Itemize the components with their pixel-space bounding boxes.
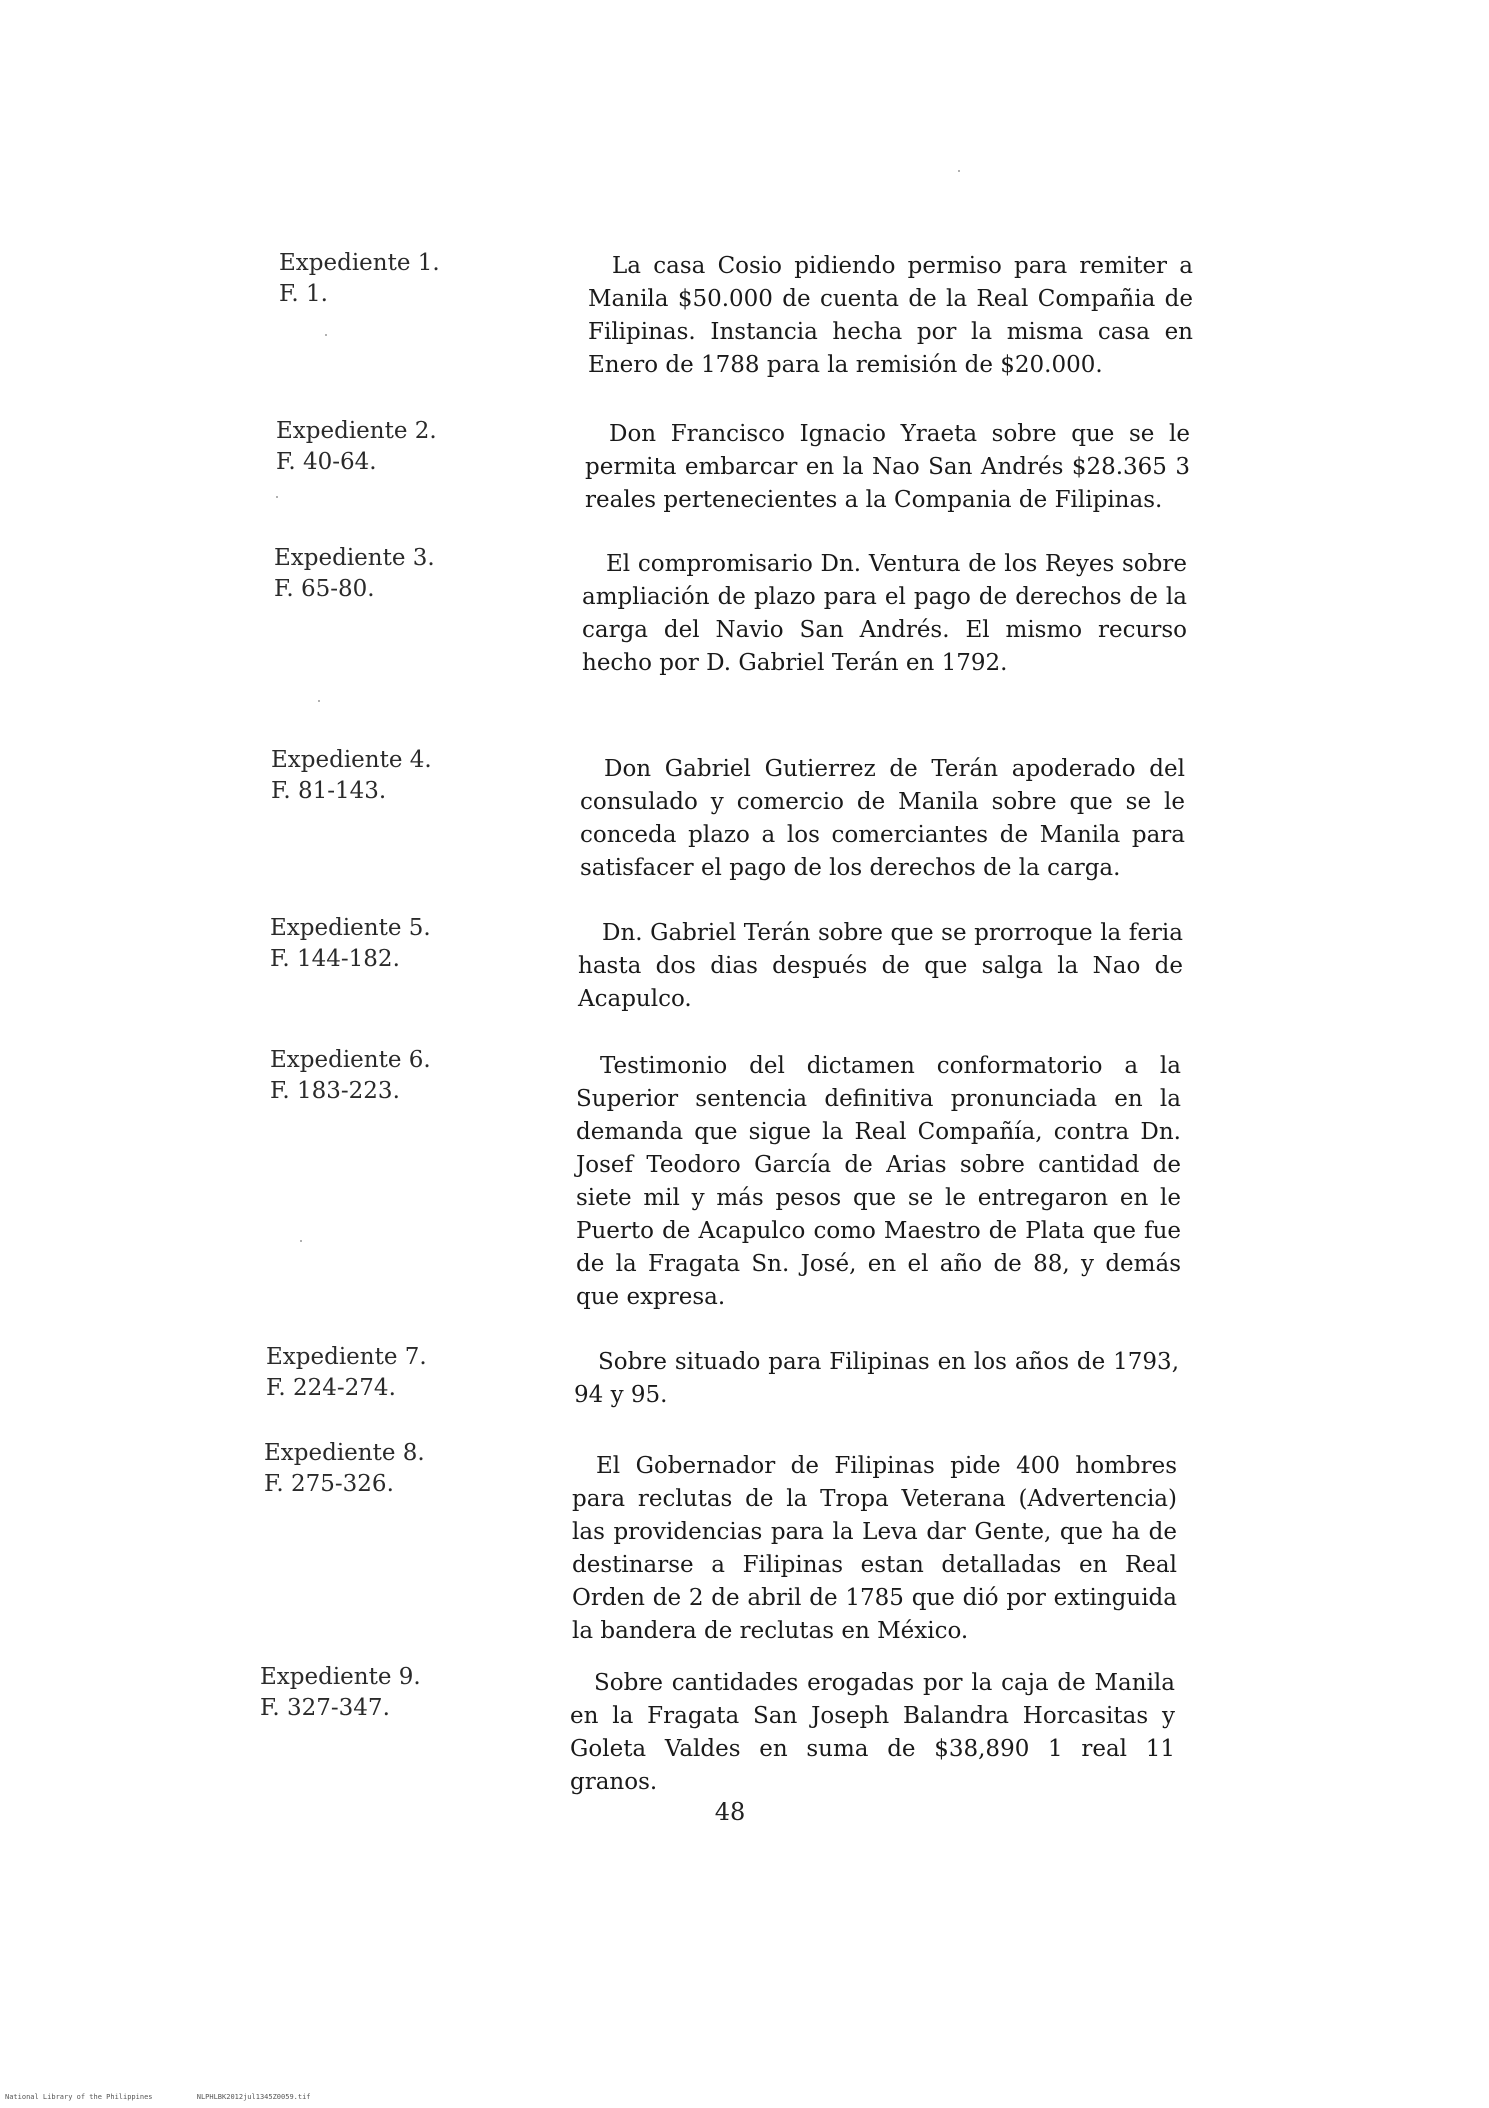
footer-library: National Library of the Philippines xyxy=(5,2093,153,2101)
folio-label: F. 327-347. xyxy=(260,1695,390,1721)
folio-label: F. 275-326. xyxy=(264,1471,394,1497)
folio-label: F. 65-80. xyxy=(274,576,375,602)
entry-description: El compromisario Dn. Ventura de los Reyes sobre ampliación de plazo para el pago de derechos de la carga del Navio San Andrés. El mismo recurso hecho por D. Gabriel Terán en 1792. xyxy=(582,551,1187,676)
entry-description: Sobre cantidades erogadas por la caja de Manila en la Fragata San Joseph Balandra Horcasitas y Goleta Valdes en suma de $38,890 1 real 11 granos. xyxy=(570,1670,1175,1795)
expediente-label: Expediente 5. xyxy=(270,915,431,941)
expediente-label: Expediente 8. xyxy=(264,1440,425,1466)
folio-label: F. 40-64. xyxy=(276,449,377,475)
expediente-reference xyxy=(274,543,435,605)
expediente-label: Expediente 6. xyxy=(270,1047,431,1073)
page-number: 48 xyxy=(714,1798,746,1826)
expediente-label: Expediente 2. xyxy=(276,418,437,444)
expediente-reference xyxy=(270,1045,431,1107)
entry-description: Don Francisco Ignacio Yraeta sobre que se le permita embarcar en la Nao San Andrés $28.365 3 reales pertenecientes a la Compania de Filipinas. xyxy=(585,421,1190,513)
folio-label: F. 183-223. xyxy=(270,1078,400,1104)
scan-speck xyxy=(318,700,320,702)
entry-description: La casa Cosio pidiendo permiso para remiter a Manila $50.000 de cuenta de la Real Compañia de Filipinas. Instancia hecha por la misma casa en Enero de 1788 para la remisión de $20.000. xyxy=(588,253,1193,378)
entry-description: Dn. Gabriel Terán sobre que se prorroque la feria hasta dos dias después de que salga la Nao de Acapulco. xyxy=(578,920,1183,1012)
expediente-label: Expediente 9. xyxy=(260,1664,421,1690)
entry-description: Don Gabriel Gutierrez de Terán apoderado del consulado y comercio de Manila sobre que se le conceda plazo a los comerciantes de Manila para satisfacer el pago de los derechos de la carga. xyxy=(580,756,1185,881)
expediente-label: Expediente 3. xyxy=(274,545,435,571)
expediente-label: Expediente 1. xyxy=(279,250,440,276)
expediente-reference xyxy=(276,416,437,478)
scan-footer xyxy=(5,2093,351,2101)
folio-label: F. 1. xyxy=(279,281,328,307)
scan-speck xyxy=(276,496,278,498)
expediente-label: Expediente 4. xyxy=(271,747,432,773)
expediente-reference xyxy=(266,1342,427,1404)
expediente-reference xyxy=(270,913,431,975)
scan-speck xyxy=(958,170,960,172)
expediente-reference xyxy=(271,745,432,807)
scan-speck xyxy=(325,334,327,336)
entry-description: Testimonio del dictamen conformatorio a la Superior sentencia definitiva pronunciada en la demanda que sigue la Real Compañía, contra Dn. Josef Teodoro García de Arias sobre cantidad de siete mil y más pesos que se le entregaron en le Puerto de Acapulco como Maestro de Plata que fue de la Fragata Sn. José, en el año de 88, y demás que expresa. xyxy=(576,1053,1181,1310)
entry-description: Sobre situado para Filipinas en los años de 1793, 94 y 95. xyxy=(574,1349,1179,1408)
expediente-reference xyxy=(260,1662,421,1724)
expediente-reference xyxy=(264,1438,425,1500)
expediente-reference xyxy=(279,248,440,310)
expediente-label: Expediente 7. xyxy=(266,1344,427,1370)
folio-label: F. 224-274. xyxy=(266,1375,396,1401)
footer-file: NLPHLBK2012jul1345Z0059.tif xyxy=(196,2093,311,2101)
scan-speck xyxy=(300,1240,302,1242)
entry-description: El Gobernador de Filipinas pide 400 hombres para reclutas de la Tropa Veterana (Advertencia) las providencias para la Leva dar Gente, que ha de destinarse a Filipinas estan detalladas en Real Orden de 2 de abril de 1785 que dió por extinguida la bandera de reclutas en México. xyxy=(572,1453,1177,1644)
folio-label: F. 144-182. xyxy=(270,946,400,972)
folio-label: F. 81-143. xyxy=(271,778,387,804)
